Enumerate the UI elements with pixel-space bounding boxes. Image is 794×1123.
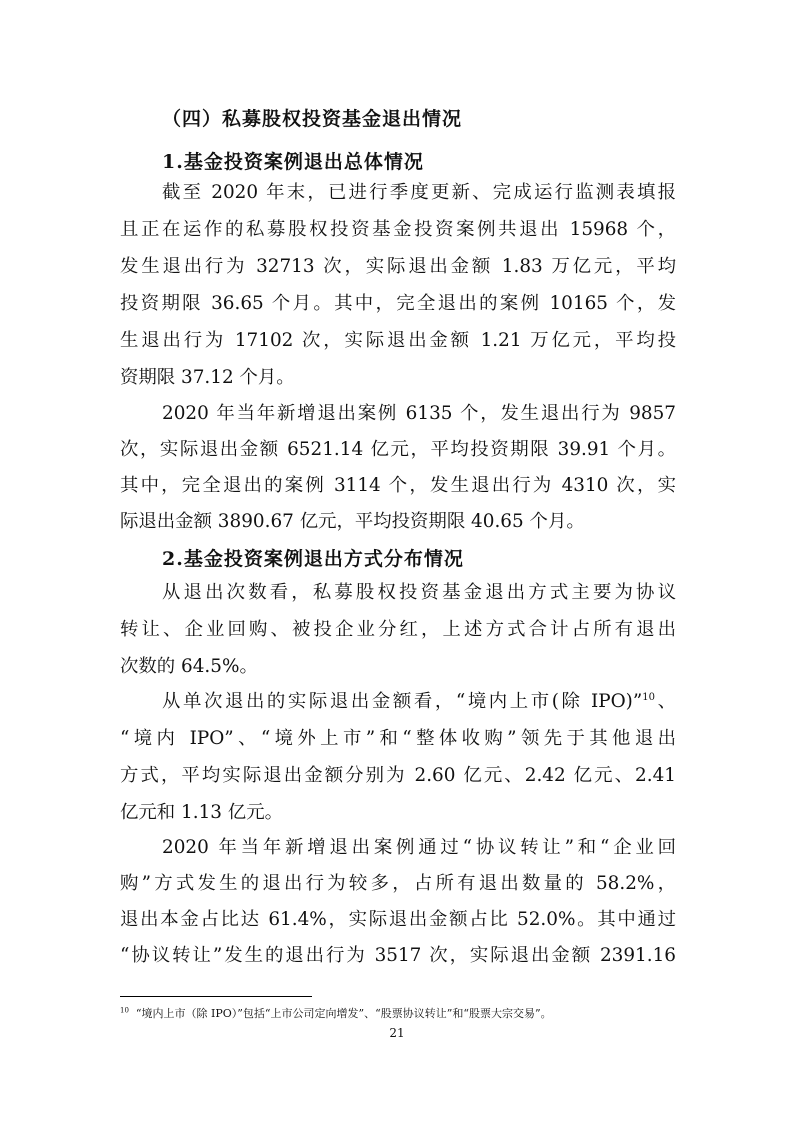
paragraph-line: 从退出次数看，私募股权投资基金退出方式主要为协议 bbox=[162, 582, 676, 603]
paragraph-line: “境内 IPO”、“境外上市”和“整体收购”领先于其他退出 bbox=[120, 728, 676, 749]
paragraph-line: 且正在运作的私募股权投资基金投资案例共退出 15968 个， bbox=[120, 219, 676, 240]
footnote-reference[interactable]: 10 bbox=[642, 691, 655, 703]
paragraph-line: 发生退出行为 32713 次，实际退出金额 1.83 万亿元，平均 bbox=[120, 256, 676, 277]
paragraph-line: 投资期限 36.65 个月。其中，完全退出的案例 10165 个，发 bbox=[120, 293, 676, 314]
section-title: （四）私募股权投资基金退出情况 bbox=[162, 108, 463, 130]
paragraph-line: 退出本金占比达 61.4%，实际退出金额占比 52.0%。其中通过 bbox=[120, 909, 676, 930]
paragraph-line: 其中，完全退出的案例 3114 个，发生退出行为 4310 次，实 bbox=[120, 475, 676, 496]
paragraph-line: “协议转让”发生的退出行为 3517 次，实际退出金额 2391.16 bbox=[120, 945, 676, 966]
paragraph-line: 际退出金额 3890.67 亿元，平均投资期限 40.65 个月。 bbox=[120, 511, 585, 532]
paragraph-line: 购”方式发生的退出行为较多，占所有退出数量的 58.2%， bbox=[120, 873, 676, 894]
paragraph-line: 2020 年当年新增退出案例通过“协议转让”和“企业回 bbox=[162, 837, 676, 858]
paragraph-line: 亿元和 1.13 亿元。 bbox=[120, 802, 283, 823]
footnote-divider bbox=[120, 996, 312, 997]
subsection-title-1: 1.基金投资案例退出总体情况 bbox=[162, 151, 424, 173]
page-number: 21 bbox=[389, 1026, 405, 1040]
footnote-text: “境内上市（除 IPO）”包括“上市公司定向增发”、“股票协议转让”和“股票大宗交易”。 bbox=[135, 1007, 552, 1020]
footnote-mark: 10 bbox=[120, 1006, 129, 1015]
paragraph-line: 次数的 64.5%。 bbox=[120, 656, 258, 677]
paragraph-line: 方式，平均实际退出金额分别为 2.60 亿元、2.42 亿元、2.41 bbox=[120, 765, 676, 786]
paragraph-line-with-footnote bbox=[162, 690, 676, 714]
paragraph-line: 次，实际退出金额 6521.14 亿元，平均投资期限 39.91 个月。 bbox=[120, 439, 676, 460]
paragraph-line: 转让、企业回购、被投企业分红，上述方式合计占所有退出 bbox=[120, 619, 676, 640]
paragraph-text: 、 bbox=[655, 691, 676, 712]
paragraph-line: 2020 年当年新增退出案例 6135 个，发生退出行为 9857 bbox=[162, 403, 676, 424]
paragraph-line: 生退出行为 17102 次，实际退出金额 1.21 万亿元，平均投 bbox=[120, 330, 676, 351]
paragraph-line: 截至 2020 年末，已进行季度更新、完成运行监测表填报 bbox=[162, 182, 676, 203]
footnote bbox=[120, 1005, 552, 1021]
subsection-title-2: 2.基金投资案例退出方式分布情况 bbox=[162, 548, 464, 570]
paragraph-text: 从单次退出的实际退出金额看，“境内上市(除 IPO)” bbox=[162, 691, 643, 712]
paragraph-line: 资期限 37.12 个月。 bbox=[120, 367, 295, 388]
